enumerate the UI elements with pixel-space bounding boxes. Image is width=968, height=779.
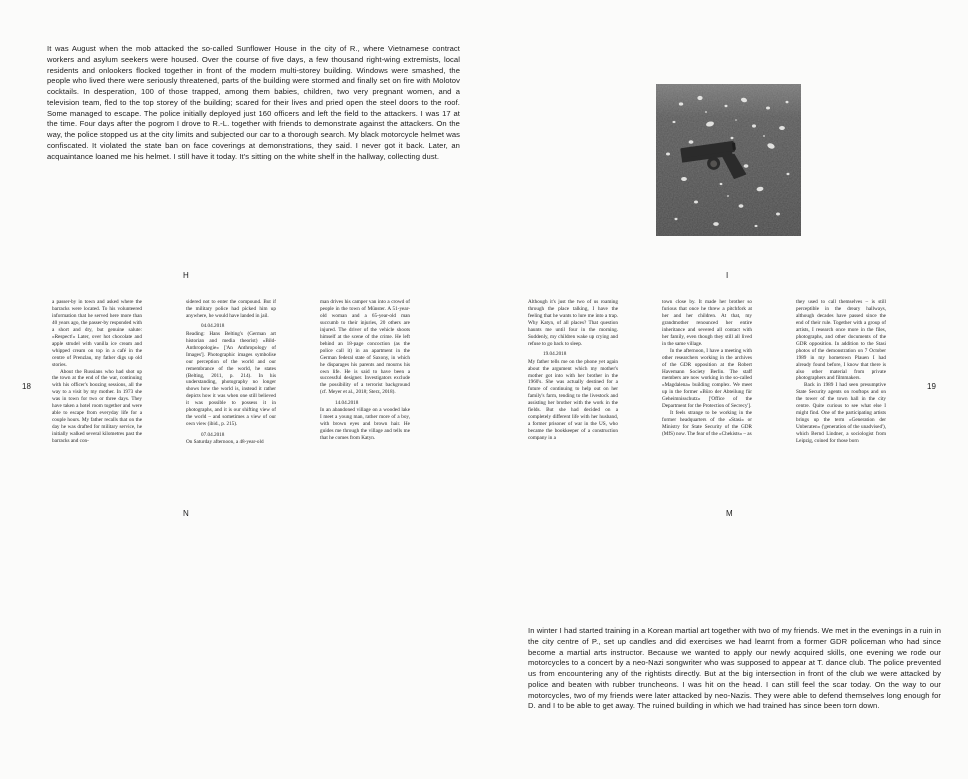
column-paragraph: My father tells me on the phone yet again about the argument which my mother's mother got into with her brother in the 1960's. She was actually destined for a future of continuing to help out on her family's farm, tending to the livestock and assisting her brother with the work in the fields. But she had decided on a completely different life with her husband, a former prisoner of war in the US, who became the bookkeeper of a construction company in a: [528, 358, 618, 442]
date-heading: 07.04.2018: [201, 431, 225, 438]
page-number-left: 18: [22, 382, 31, 391]
text-column-6: [796, 299, 886, 445]
column-paragraph: town close by. It made her brother so furious that once he threw a pitchfork at her and her children. At that, my grandmother renounced her entire inheritance and severed all contact with her family, even though they still all lived in the same village.: [662, 299, 752, 347]
date-heading: 04.04.2018: [201, 323, 225, 330]
text-column-3: [320, 299, 410, 442]
column-paragraph: a passer-by in town and asked where the barracks were located. To his volunteered information that he served here more than 40 years ago, the passer-by responded with a short and dry, but genuine salute: »Respect!« Later, over hot chocolate and apple strudel with vanilla ice cream and whipped cream on top in a café in the centre of Prenzlau, my father digs up old stories.: [52, 299, 142, 368]
column-paragraph: In an abandoned village on a wooded lake I meet a young man, rather more of a boy, with brown eyes and brown hair. He guides me through the village and tells me that he comes from Katyn.: [320, 407, 410, 442]
column-paragraph: On Saturday afternoon, a 48-year-old: [186, 439, 264, 446]
page-number-right: 19: [927, 382, 936, 391]
top-paragraph: It was August when the mob attacked the so-called Sunflower House in the city of R., where Vietnamese contract workers and asylum seekers were housed. Over the course of five days, a few thousand right-wing extremists, local residents and onlookers flocked together in front of the modern multi-storey building. Windows were smashed, the people who lived there were seriously threatened, parts of the building were stormed and finally set on fire with Molotov cocktails. In desperation, 100 of those trapped, among them babies, children, two very pregnant women, and a television team, fled to the top storey of the building; scared for their lives and pried open the steel doors to the roof. Some managed to escape. The police initially deployed just 160 officers and left the field to the attackers. I was 17 at the time. Four days after the pogrom I drove to R.-L. together with friends to demonstrate against the attackers. On the way, the police stopped us at the city limits and subjected our car to a thorough search. My black motorcycle helmet was confiscated. It violated the state ban on face coverings at demonstrations, they said. I never got it back. Later, an acquaintance loaned me his helmet. I still have it today. It's sitting on the white shelf in the hallway, collecting dust.: [47, 44, 460, 161]
column-paragraph: Back in 1989 I had seen presumptive State Security agents on rooftops and on the tower of the town hall in the city centre. Quite curious to see what else I might find. One of the participating artists brings up the term »Generation der Unberaten« ('generation of the unadvised'), which Bernd Lindner, a sociologist from Leipzig, coined for those born: [796, 382, 886, 445]
date-heading: 14.04.2018: [335, 399, 359, 406]
section-marker-n: N: [183, 509, 190, 518]
date-heading: 19.04.2018: [543, 351, 567, 358]
column-paragraph: Reading: Hans Belting's (German art historian and media theorist) »Bild-Anthropologie« ['An Anthropology of Images']. Photographic images symbolise our perception of the world and our remembrance of the world, he states (Belting, 2011, p. 214). In his understanding, photography no longer shows how the world is, instead it rather depicts how it was when one still believed it was possible to possess it in photographs, and it is our shifting view of the world – and sometimes a view of our own view (ibid., p. 215).: [186, 330, 276, 428]
column-paragraph: they used to call themselves – is still perceptible in the dreary hallways, although decades have passed since the end of their rule. Together with a group of artists, I research once more in the files, photographs, and other documents of the GDR opposition. In addition to the Stasi photos of the demonstration on 7 October 1989 in my hometown Plauen I had already found before, I know that there is also other material from private photographers and filmmakers.: [796, 299, 886, 382]
section-marker-h: H: [183, 271, 190, 280]
column-paragraph: About the Russians who had shot up the town at the end of the war, continuing with his officer's boozing sessions, all the way to a visit by my mother. In 1973 she was in town for two or three days. They have taken a hotel room together and were able to escape from everyday life for a couple hours. My father recalls that on the day he was drafted for military service, he initially walked several kilometres past the barracks and con-: [52, 368, 142, 445]
column-paragraph: In the afternoon, I have a meeting with other researchers working in the archives of the GDR opposition at the Robert Havemann Society Berlin. The staff members are now working in the so-called »Magdalena« building complex. We meet up in the former »Büro der Abteilung für Geheimnisschutz« ['Office of the Department for the Protection of Secrecy'].: [662, 347, 752, 410]
column-paragraph: sidered not to enter the compound. But if the military police had picked him up anywhere, he would have landed in jail.: [186, 299, 276, 319]
text-column-1: [52, 299, 142, 445]
column-paragraph: Although it's just the two of us roaming through the place talking, I have the feeling that he wants to lure me into a trap. Why Katyn, of all places? That question haunts me until four in the morning. Suddenly, my children wake up crying and refuse to go back to sleep.: [528, 299, 618, 347]
text-column-4: [528, 299, 618, 442]
gun-photo-illustration: [656, 84, 801, 236]
section-marker-i: I: [726, 271, 729, 280]
text-column-5: [662, 299, 752, 438]
gun-photograph: [656, 84, 801, 236]
column-paragraph: It feels strange to be working in the former headquarters of the »Stasi« or Ministry for State Security of the GDR (MfS) now. The fear of the »Chekists« – as: [662, 410, 752, 438]
text-column-2: [186, 299, 276, 446]
bottom-paragraph: In winter I had started training in a Korean martial art together with two of my friends. We met in the evenings in a ruin in the city centre of P., set up candles and did exercises we had learnt from a former GDR policeman who had since become a martial arts instructor. Because we wanted to apply our newly acquired skills, one evening we rode our motorcycles to a concert by a neo-Nazi songwriter who was supposed to appear at T. dance club. The police prevented us from encountering any of the rightists directly. But at the big intersection in front of the club we were attacked by police and beaten with rubber truncheons. I was hit on the head. I can still feel the scar today. On the way to our motorcycles, two of my friends were later attacked by neo-Nazis. They were able to defend themselves long enough for D. and I to be able to get away. The ruined building in which we had trained has since been torn down.: [528, 626, 941, 711]
column-paragraph: man drives his camper van into a crowd of people in the town of Münster. A 51-year-old woman and a 65-year-old man succumb to their injuries, 20 others are injured. The driver of the vehicle shoots himself at the scene of the crime. He left behind an 18-page concoction (as the police call it) in an apartment in the German federal state of Saxony, in which he disparages his parents and mourns his own life. He is said to have been a successful designer. Investigators exclude the possibility of a terrorist background (cf. Meyer et al., 2018; Sterz, 2018).: [320, 299, 410, 396]
section-marker-m: M: [726, 509, 733, 518]
